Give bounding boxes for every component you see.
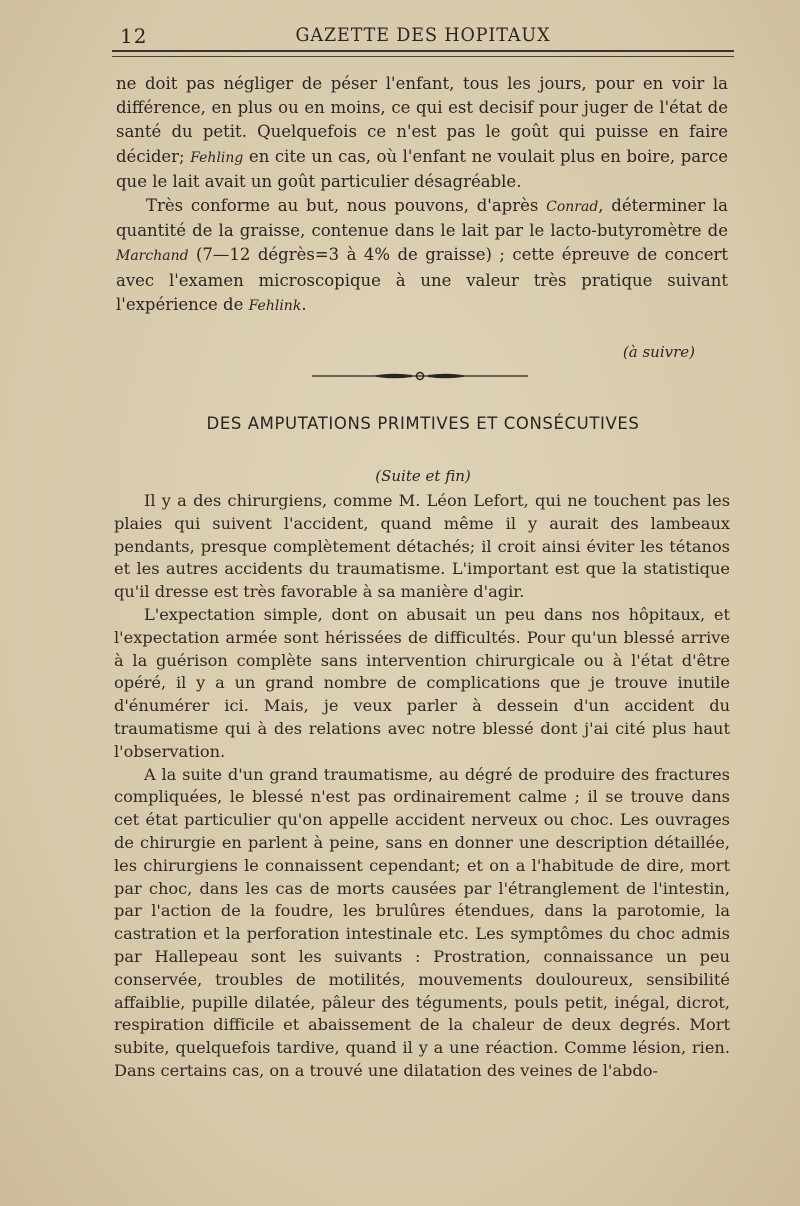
text-run: ne doit pas négliger de péser l'enfant, tous les jours, pour en voir la différence, en plus ou en moins, ce qui est decisif pour juger de l'état de santé du petit. Quelquefois ce n'est pas le goût qui puisse en faire décider; bbox=[116, 74, 728, 166]
cited-name: Marchand bbox=[116, 248, 189, 265]
cited-name: Conrad bbox=[546, 199, 599, 216]
section-subtitle: (Suite et fin) bbox=[375, 467, 471, 485]
paragraph: L'expectation simple, dont on abusait un peu dans nos hôpitaux, et l'expectation armée sont hérissées de difficultés. Pour qu'un blessé arrive à la guérison complète sans intervention chirurgicale ou à l'état d'être opéré, il y a un grand nombre de complications que je trouve inutile d'énumérer ici. Mais, je veux parler à dessein d'un accident du traumatisme qui à des relations avec notre blessé dont j'ai cité plus haut l'observation. bbox=[114, 604, 730, 761]
article-continuation bbox=[116, 72, 728, 318]
paragraph bbox=[116, 72, 728, 194]
cited-name: Fehlink bbox=[248, 297, 302, 314]
fleuron-divider bbox=[312, 370, 528, 382]
paragraph: A la suite d'un grand traumatisme, au dégré de produire des fractures compliquées, le blessé n'est pas ordinairement calme ; il se trouve dans cet état particulier qu'on appelle accident nerveux ou choc. Les ouvrages de chirurgie en parlent à peine, sans en donner une description détaillée, les chirurgiens le connaissent cependant; et on a l'habitude de dire, mort par choc, dans les cas de morts causées par l'étranglement de l'intestin, par l'action de la foudre, les brulûres étendues, dans la parotomie, la castration et la perforation intestinale etc. Les symptômes du choc admis par Hallepeau sont les suivants : Prostration, connaissance un peu conservée, troubles de motilités, mouvements douloureux, sensibilité affaiblie, pupille dilatée, pâleur des téguments, pouls petit, inégal, dicrot, respiration difficile et abaissement de la chaleur de deux degrés. Mort subite, quelquefois tardive, quand il y a une réaction. Comme lésion, rien. Dans certains cas, on a trouvé une dilatation des veines de l'abdo- bbox=[114, 764, 730, 1080]
page-header bbox=[112, 22, 734, 50]
paragraph: Il y a des chirurgiens, comme M. Léon Lefort, qui ne touchent pas les plaies qui suivent l'accident, quand même il y aurait des lambeaux pendants, presque complètement détachés; il croit ainsi éviter les tétanos et les autres accidents du traumatisme. L'important est que la statistique qu'il dresse est très favorable à sa manière d'agir. bbox=[114, 491, 730, 602]
running-title: GAZETTE DES HOPITAUX bbox=[295, 24, 551, 46]
section-title: DES AMPUTATIONS PRIMTIVES ET CONSÉCUTIVES bbox=[206, 414, 640, 433]
header-rule bbox=[112, 50, 734, 52]
article-body bbox=[114, 490, 730, 1083]
cited-name: Fehling bbox=[190, 149, 244, 166]
to-be-continued: (à suivre) bbox=[622, 343, 695, 361]
page-number: 12 bbox=[120, 24, 148, 48]
text-run: . bbox=[301, 294, 307, 314]
text-run: Très conforme au but, nous pouvons, d'après bbox=[146, 196, 547, 216]
text-run: en cite un cas, où l'enfant ne voulait plus en boire, parce que le lait avait un goût particulier désagréable. bbox=[116, 146, 728, 191]
text-run: , déterminer la quantité de la graisse, contenue dans le lait par le lacto-butyromètre de bbox=[116, 196, 728, 241]
paragraph bbox=[116, 194, 728, 318]
header-rule-thin bbox=[112, 56, 734, 57]
text-run: (7—12 dégrès=3 à 4% de graisse) ; cette épreuve de concert avec l'examen microscopique à une valeur très pratique suivant l'expérience de bbox=[116, 245, 728, 314]
